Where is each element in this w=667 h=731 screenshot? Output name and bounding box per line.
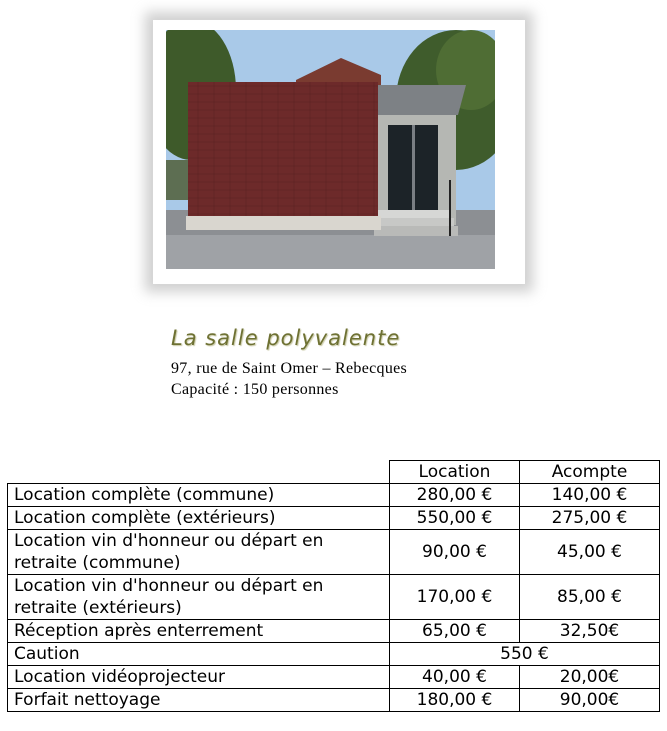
row-label: Réception après enterrement [8, 620, 390, 643]
row-acompte-price: 45,00 € [520, 530, 660, 575]
table-row [8, 575, 660, 620]
table-header-row [8, 461, 660, 484]
row-label: Location complète (commune) [8, 484, 390, 507]
row-acompte-price: 20,00€ [520, 666, 660, 689]
row-location-price: 180,00 € [390, 689, 520, 712]
row-acompte-price: 275,00 € [520, 507, 660, 530]
row-location-price: 65,00 € [390, 620, 520, 643]
wall-base [186, 216, 381, 230]
row-acompte-price: 140,00 € [520, 484, 660, 507]
canopy [371, 85, 466, 115]
row-label: Location complète (extérieurs) [8, 507, 390, 530]
table-row [8, 530, 660, 575]
table-row [8, 507, 660, 530]
table-row [8, 689, 660, 712]
row-label: Caution [8, 643, 390, 666]
venue-building-illustration [166, 30, 495, 269]
venue-address: 97, rue de Saint Omer – Rebecques [171, 360, 408, 377]
row-location-price: 170,00 € [390, 575, 520, 620]
row-label: Location vin d'honneur ou départ en retraite (extérieurs) [8, 575, 390, 620]
row-location-price: 40,00 € [390, 666, 520, 689]
table-row [8, 643, 660, 666]
row-location-price: 550,00 € [390, 507, 520, 530]
table-row [8, 666, 660, 689]
table-row [8, 484, 660, 507]
venue-photo [166, 30, 495, 269]
row-label: Forfait nettoyage [8, 689, 390, 712]
header-acompte: Acompte [520, 461, 660, 484]
entrance-steps [374, 226, 458, 236]
row-location-price: 280,00 € [390, 484, 520, 507]
caution-amount: 550 € [390, 643, 660, 666]
row-label: Location vin d'honneur ou départ en retraite (commune) [8, 530, 390, 575]
row-location-price: 90,00 € [390, 530, 520, 575]
row-label: Location vidéoprojecteur [8, 666, 390, 689]
venue-capacity: Capacité : 150 personnes [171, 381, 339, 398]
header-blank [8, 461, 390, 484]
row-acompte-price: 85,00 € [520, 575, 660, 620]
row-acompte-price: 32,50€ [520, 620, 660, 643]
table-row [8, 620, 660, 643]
header-location: Location [390, 461, 520, 484]
row-acompte-price: 90,00€ [520, 689, 660, 712]
pricing-table [7, 460, 660, 712]
venue-title: La salle polyvalente [171, 326, 401, 350]
